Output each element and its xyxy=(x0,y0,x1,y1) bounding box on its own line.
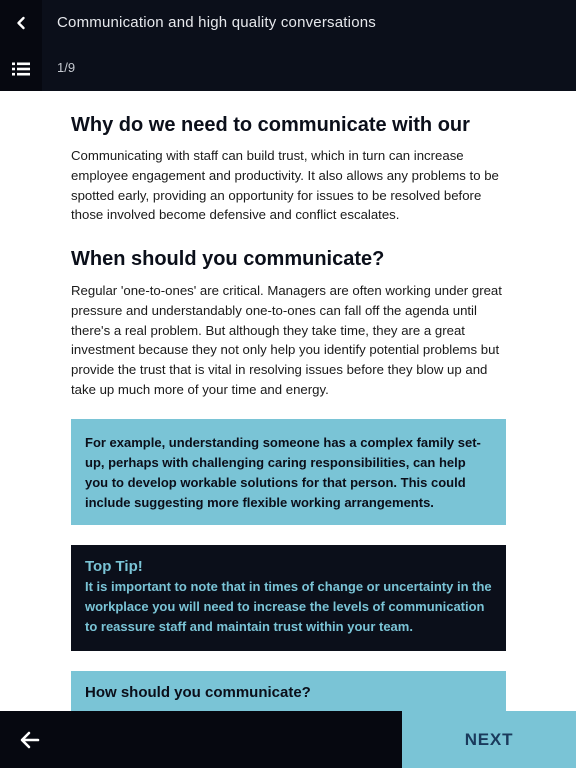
section-when xyxy=(71,246,506,272)
lesson-content[interactable] xyxy=(0,91,576,711)
next-button-label: NEXT xyxy=(464,729,514,749)
back-button[interactable] xyxy=(0,0,42,46)
top-bar xyxy=(0,0,576,91)
contents-menu-button[interactable] xyxy=(0,46,42,91)
section-body: Communicating with staff can build trust, which in turn can increase employee engagement and productivity. It also allows any problems to be spotted early, providing an opportunity for issues to be resolved before those involved become defensive and conflict escalates. xyxy=(71,148,499,223)
section-when-body xyxy=(71,281,506,400)
top-tip-callout xyxy=(71,545,506,651)
next-button[interactable] xyxy=(402,711,576,768)
bottom-bar xyxy=(0,711,576,768)
section-why xyxy=(71,112,506,138)
top-tip-text: It is important to note that in times of change or uncertainty in the workplace you will need to increase the levels of communication to reassure staff and maintain trust within your team. xyxy=(85,579,492,634)
page-progress: 1/9 xyxy=(57,60,76,75)
example-callout xyxy=(71,419,506,525)
section-why-body xyxy=(71,146,506,225)
section-heading: Why do we need to communicate with our xyxy=(71,114,470,136)
section-body: Regular 'one-to-ones' are critical. Managers are often working under great pressure and understandably one-to-ones can fall off the agenda until there's a real problem. But although they take time, they are a great investment because they not only help you identify potential problems but provide the trust that is vital in resolving issues before they blow up and take up much more of your time and energy. xyxy=(71,283,502,397)
previous-button[interactable] xyxy=(0,711,60,768)
section-heading: When should you communicate? xyxy=(71,248,385,270)
how-callout xyxy=(71,671,506,711)
page-title: Communication and high quality conversations xyxy=(57,14,376,31)
top-tip-title: Top Tip! xyxy=(85,558,143,575)
how-title: How should you communicate? xyxy=(85,684,311,701)
example-text: For example, understanding someone has a complex family set-up, perhaps with challenging caring responsibilities, can help you to develop workable solutions for that person. This could include suggesting more flexible working arrangements. xyxy=(85,435,481,510)
chevron-left-icon xyxy=(15,16,27,30)
list-icon xyxy=(12,62,30,76)
arrow-left-icon xyxy=(20,731,40,749)
